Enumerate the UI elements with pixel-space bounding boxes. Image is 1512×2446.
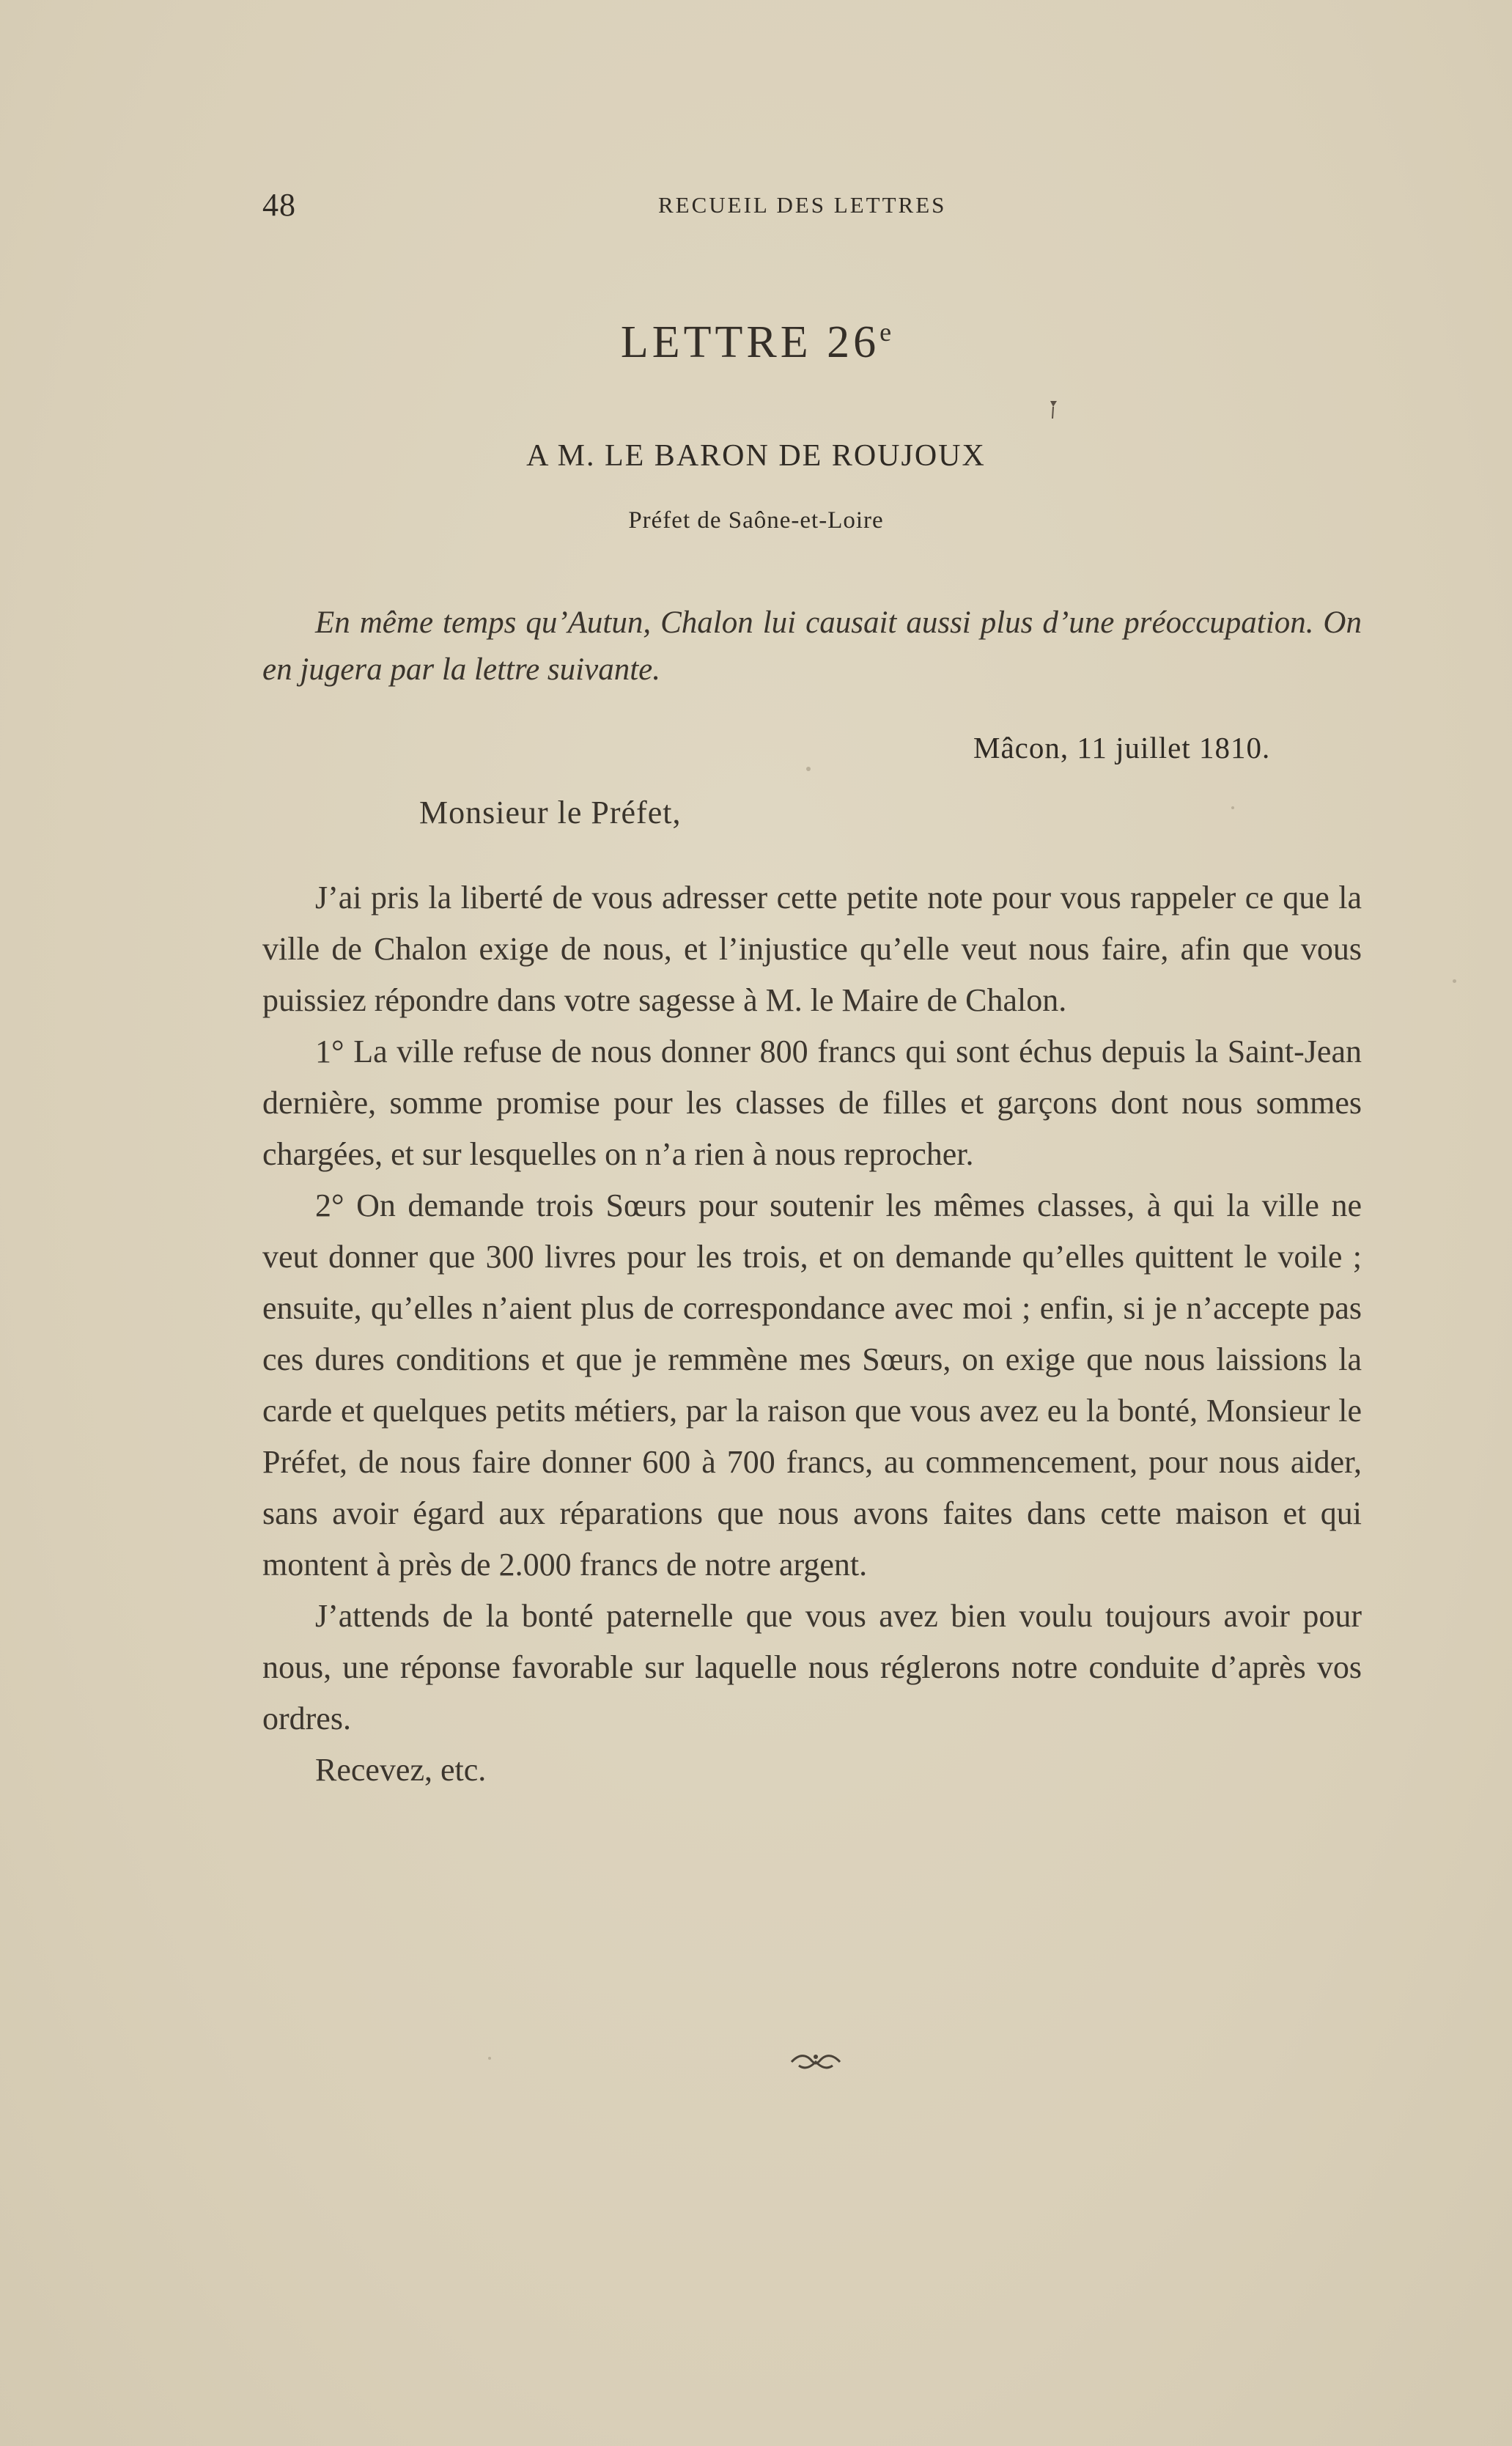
addressee: A M. LE BARON DE ROUJOUX (526, 439, 986, 473)
salutation: Monsieur le Préfet, (419, 795, 682, 830)
dateline: Mâcon, 11 juillet 1810. (973, 731, 1271, 765)
body-paragraph: J’ai pris la liberté de vous adresser cette petite note pour vous rappeler ce que la ville de Chalon exige de nous, et l’injustice qu’elle veut nous faire, afin que vous puissiez répondre dans votre sagesse à M. le Maire de Chalon. (262, 880, 1362, 1018)
paper-speck (806, 767, 811, 771)
running-title: RECUEIL DES LETTRES (658, 192, 947, 218)
letter-title-superscript: e (879, 317, 892, 347)
paper-speck (1453, 979, 1456, 983)
running-head (262, 186, 1362, 223)
letter-title-text: LETTRE 26 (620, 317, 880, 367)
letter-body (262, 872, 1362, 1796)
paper-speck (1231, 806, 1234, 809)
body-paragraph: 2° On demande trois Sœurs pour soutenir les mêmes classes, à qui la ville ne veut donner que 300 livres pour les trois, et on demande qu’elles quittent le voile ; ensuite, qu’elles n’aient plus de correspondance avec moi ; enfin, si je n’accepte pas ces dures conditions et que je remmène mes Sœurs, on exige que nous laissions la carde et quelques petits métiers, par la raison que vous avez eu la bonté, Monsieur le Préfet, de nous faire donner 600 à 700 francs, au commencement, pour nous aider, sans avoir égard aux réparations que nous avons faites dans cette maison et qui montent à près de 2.000 francs de notre argent. (262, 1187, 1362, 1583)
paper-speck (488, 2057, 491, 2060)
closing-text: Recevez, etc. (315, 1752, 487, 1788)
body-paragraph: 1° La ville refuse de nous donner 800 francs qui sont échus depuis la Saint-Jean dernière, somme promise pour les classes de filles et garçons dont nous sommes chargées, et sur lesquelles on n’a rien à nous reprocher. (262, 1034, 1362, 1172)
letter-title (0, 317, 1512, 369)
ink-mark-icon (1048, 399, 1058, 421)
closing (262, 1745, 1362, 1796)
page-number: 48 (262, 187, 296, 223)
addressee-subtitle: Préfet de Saône-et-Loire (628, 507, 884, 534)
fleuron-icon (790, 2051, 841, 2073)
intro-paragraph: En même temps qu’Autun, Chalon lui causait aussi plus d’une préoccupation. On en jugera par la lettre suivante. (262, 605, 1362, 687)
body-paragraph: J’attends de la bonté paternelle que vous avez bien voulu toujours avoir pour nous, une réponse favorable sur laquelle nous réglerons notre conduite d’après vos ordres. (262, 1598, 1362, 1736)
